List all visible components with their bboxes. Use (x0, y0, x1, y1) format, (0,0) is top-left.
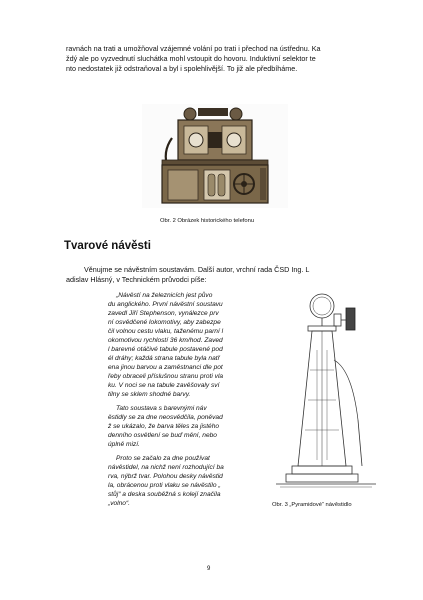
figure-caption: Obr. 3 „Pyramidové“ návěstidlo (272, 502, 352, 508)
quote-line: l barevné otáčivé tabule postavené pod (108, 346, 223, 353)
paragraph-line: nto nedostatek již odstraňoval a byl i spolehlivější. To již ale předbíháme. (66, 64, 298, 73)
intro-line: adislav Hlásný, v Technickém průvodci píše: (66, 275, 207, 284)
quote-line: Tato soustava s barevnými náv (116, 405, 207, 412)
quote-line: zavedl Jiří Stephenson, vynálezce prv (108, 310, 219, 317)
quote-line: stůj“ a deska souběžná s kolejí značila (108, 491, 221, 498)
intro-line: Věnujme se návěstním soustavám. Další autor, vrchní rada ČSD Ing. L (84, 265, 310, 274)
section-heading: Tvarové návěsti (64, 240, 151, 252)
quote-line: denního osvětlení se buď mění, nebo (108, 432, 217, 439)
quote-line: rva, nýbrž tvar. Polohou desky návěstid (108, 473, 223, 480)
historic-telephone-photo (142, 104, 288, 208)
quote-line: ní osvědčené lokomotivy, aby zabezpe (108, 319, 221, 326)
quote-line: ěstidly se za dne neosvědčila, poněvad (108, 414, 223, 421)
quote-line: tilny se sklem shodné barvy. (108, 391, 191, 398)
paragraph-line: ravnách na trati a umožňoval vzájemné volání po trati i přechod na ústřednu. Ka (66, 44, 321, 53)
quote-line: úplně mizí. (108, 441, 140, 448)
quote-line: ku. V noci se na tabule zavěšovaly sví (108, 382, 220, 389)
quote-line: řeby obraceli příslušnou stranu proti vla (108, 373, 224, 380)
quote-line: „Návěstí na železnicích jest půvo (116, 292, 213, 299)
quote-line: la, obrácenou proti vlaku se návěstilo „ (108, 482, 221, 489)
quote-line: okomotivou rychlostí 36 km/hod. Zaved (108, 337, 223, 344)
quote-line: čil volnou cestu vlaku, taženému parní l (108, 328, 224, 335)
pyramid-signal-drawing (272, 290, 390, 495)
paragraph-line: ždý ale po vyzvednutí sluchátka mohl vstoupit do hovoru. Induktivní selektor te (66, 54, 316, 63)
quote-line: Proto se začalo za dne používat (116, 455, 210, 462)
quote-line: ž se ukázalo, že barva těles za jistého (108, 423, 220, 430)
quote-line: návěstidel, na nichž není rozhodující ba (108, 464, 224, 471)
quote-line: él dráhy; každá strana tabule byla natř (108, 355, 220, 362)
figure-caption: Obr. 2 Obrázek historického telefonu (160, 218, 255, 224)
quote-line: ena jinou barvou a zaměstnanci dle pot (108, 364, 223, 371)
quote-line: du anglického. První návěstní soustavu (108, 301, 223, 308)
quote-line: „volno“. (108, 500, 130, 507)
page-number: 9 (207, 566, 211, 572)
